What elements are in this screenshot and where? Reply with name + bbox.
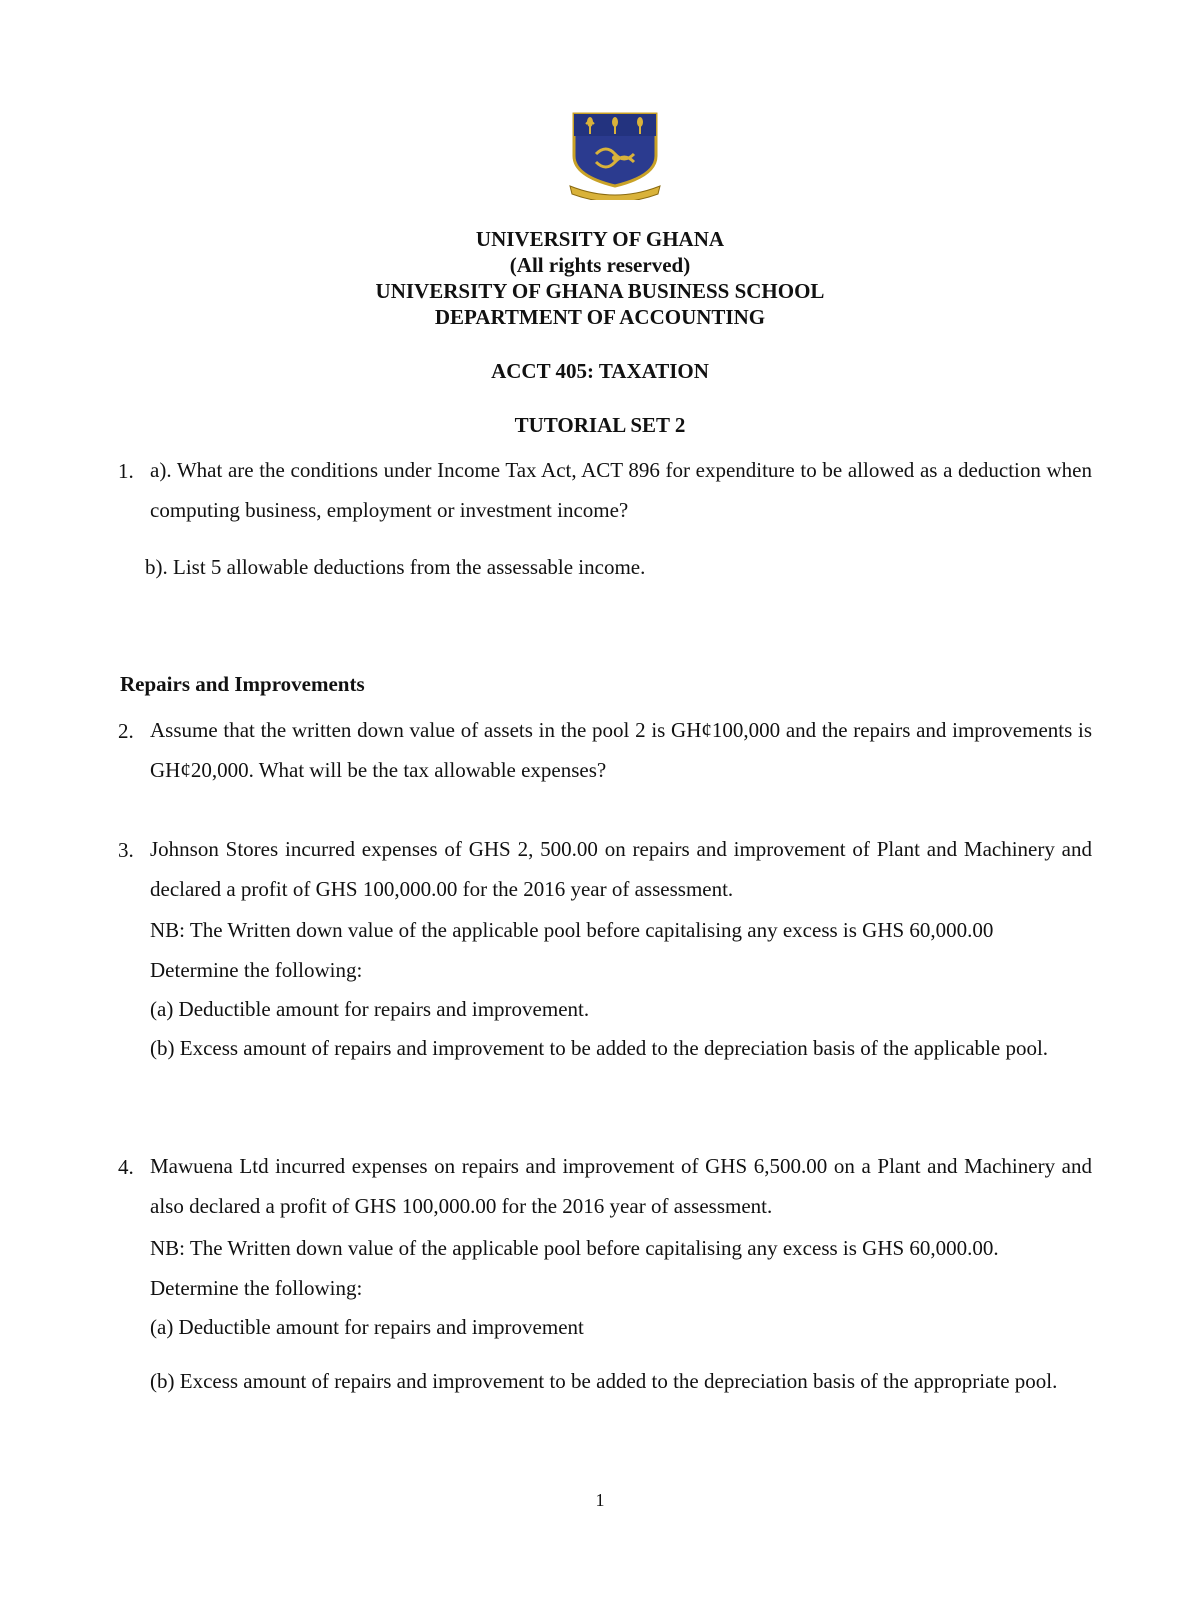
course-title: ACCT 405: TAXATION bbox=[491, 359, 709, 383]
question-3-determine: Determine the following: bbox=[150, 958, 363, 982]
question-3-number: 3. bbox=[118, 838, 134, 862]
question-3-nb: NB: The Written down value of the applicable pool before capitalising any excess is GHS 60,000.00 bbox=[150, 918, 994, 942]
question-4-part-b: (b) Excess amount of repairs and improvement to be added to the depreciation basis of the appropriate pool. bbox=[150, 1369, 1058, 1393]
question-4-nb: NB: The Written down value of the applicable pool before capitalising any excess is GHS 60,000.00. bbox=[150, 1236, 999, 1260]
school-name: UNIVERSITY OF GHANA BUSINESS SCHOOL bbox=[375, 279, 825, 303]
question-2-text: Assume that the written down value of assets in the pool 2 is GH¢100,000 and the repairs and improvements is GH¢20,000. What will be the tax allowable expenses? bbox=[150, 718, 1092, 782]
question-3-part-a: (a) Deductible amount for repairs and improvement. bbox=[150, 997, 590, 1021]
question-1b: b). List 5 allowable deductions from the assessable income. bbox=[145, 555, 646, 579]
university-name: UNIVERSITY OF GHANA bbox=[475, 227, 725, 251]
question-2-number: 2. bbox=[118, 719, 134, 743]
document-header bbox=[0, 226, 1200, 330]
tutorial-title: TUTORIAL SET 2 bbox=[514, 413, 686, 437]
question-1a: a). What are the conditions under Income Tax Act, ACT 896 for expenditure to be allowed as a deduction when computing business, employment or investment income? bbox=[150, 458, 1092, 522]
rights-notice: (All rights reserved) bbox=[509, 253, 691, 277]
question-4-determine: Determine the following: bbox=[150, 1276, 363, 1300]
university-crest-icon bbox=[568, 112, 662, 200]
question-4-part-a: (a) Deductible amount for repairs and improvement bbox=[150, 1315, 584, 1339]
section-title: Repairs and Improvements bbox=[120, 672, 365, 696]
question-3-part-b: (b) Excess amount of repairs and improvement to be added to the depreciation basis of the applicable pool. bbox=[150, 1036, 1049, 1060]
department-name: DEPARTMENT OF ACCOUNTING bbox=[434, 305, 766, 329]
page-number: 1 bbox=[595, 1490, 605, 1510]
question-4-number: 4. bbox=[118, 1155, 134, 1179]
question-3-text: Johnson Stores incurred expenses of GHS 2, 500.00 on repairs and improvement of Plant and Machinery and declared a profit of GHS 100,000.00 for the 2016 year of assessment. bbox=[150, 837, 1092, 901]
question-1-number: 1. bbox=[118, 459, 134, 483]
question-4-text: Mawuena Ltd incurred expenses on repairs and improvement of GHS 6,500.00 on a Plant and Machinery and also declared a profit of GHS 100,000.00 for the 2016 year of assessment. bbox=[150, 1154, 1092, 1218]
